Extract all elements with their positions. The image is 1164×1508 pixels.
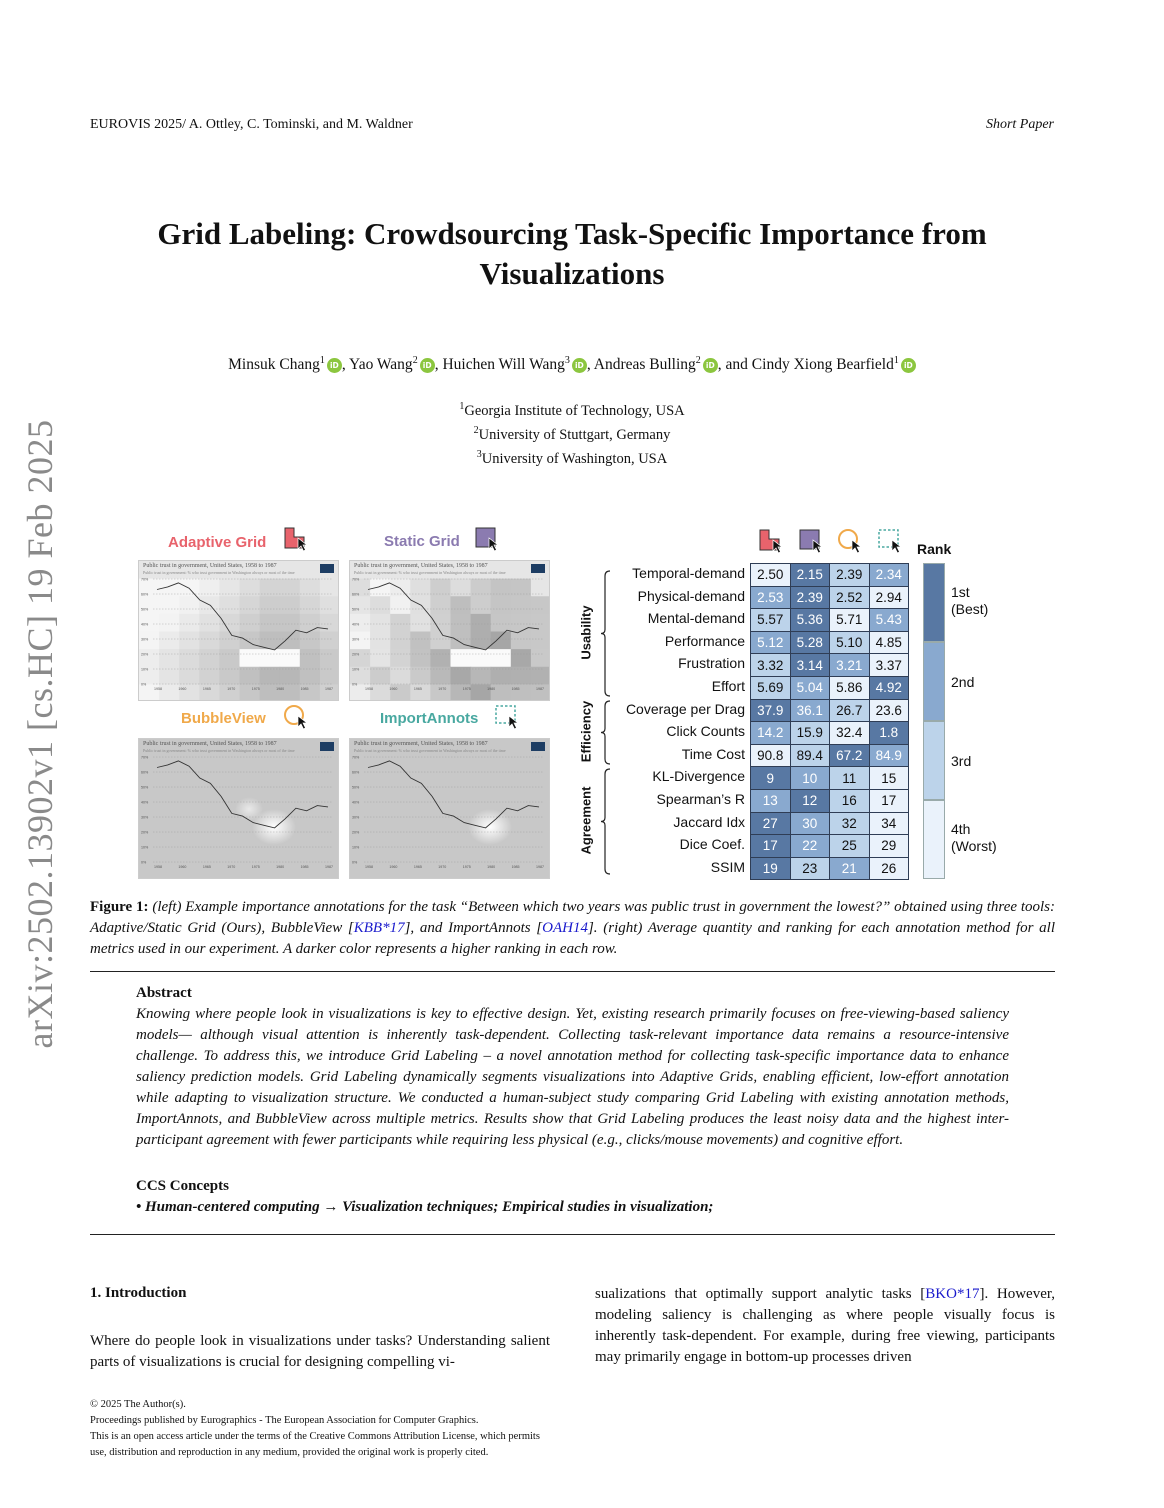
thumb-xtick: 1965	[202, 865, 211, 869]
thumb-subtitle: Public trust in government: % who trust government in Washington always or most of the time	[354, 748, 506, 753]
ccs-text: • Human-centered computing → Visualization techniques; Empirical studies in visualization;	[136, 1199, 714, 1215]
rank-label-line: 3rd	[951, 753, 972, 769]
thumb-xtick: 1985	[300, 687, 309, 691]
thumb-ytick: 20%	[352, 652, 360, 657]
table-row	[751, 654, 909, 677]
thumb-xtick: 1965	[202, 687, 211, 691]
rank-label	[951, 584, 988, 618]
thumb-ytick: 10%	[352, 845, 360, 850]
thumb-ytick: 30%	[352, 637, 360, 642]
affiliation	[90, 397, 1054, 421]
thumb-ytick: 40%	[141, 622, 149, 627]
table-cell: 1.8	[869, 722, 909, 745]
metric-label: SSIM	[710, 858, 745, 875]
table-cell: 15.9	[790, 722, 830, 745]
group-brace-icon	[600, 700, 614, 765]
table-cell: 2.39	[830, 564, 870, 587]
table-row	[751, 767, 909, 790]
author-name: Minsuk Chang	[228, 356, 320, 374]
thumb-ytick: 40%	[352, 800, 360, 805]
thumb-ytick: 20%	[141, 652, 149, 657]
metric-label: Click Counts	[666, 723, 745, 740]
thumb-xtick: 1965	[413, 865, 422, 869]
footer-line: This is an open access article under the terms of the Creative Commons Attribution License, which permits use, distribution and reproduction in any medium, provided the original work is properly cited.	[90, 1431, 540, 1458]
orcid-icon[interactable]: iD	[901, 358, 916, 373]
thumb-xtick: 1970	[227, 865, 236, 869]
table-cell: 89.4	[790, 744, 830, 767]
thumb-ytick: 50%	[141, 607, 149, 612]
table-cell: 5.28	[790, 631, 830, 654]
static-grid-tool-icon	[798, 528, 828, 558]
affiliation-sup: 3	[476, 448, 482, 460]
table-cell: 2.34	[869, 564, 909, 587]
intro-column-2	[595, 1284, 1055, 1368]
thumb-ytick: 50%	[352, 785, 360, 790]
table-row	[751, 835, 909, 858]
rule-top	[90, 971, 1055, 972]
thumb-title: Public trust in government, United States, 1958 to 1987	[354, 741, 488, 747]
static-grid-tool-icon	[474, 526, 504, 556]
thumb-xtick: 1960	[389, 687, 398, 691]
group-label: Usability	[578, 604, 594, 660]
metric-label: KL-Divergence	[652, 768, 745, 785]
thumb-xtick: 1970	[438, 865, 447, 869]
table-row	[751, 631, 909, 654]
affiliation-text: University of Washington, USA	[481, 450, 668, 467]
rank-swatch	[923, 721, 945, 800]
table-cell: 11	[830, 767, 870, 790]
thumb-xtick: 1980	[276, 687, 285, 691]
citation-link-kbb17[interactable]: KBB*17	[353, 920, 405, 936]
table-cell: 67.2	[830, 744, 870, 767]
rank-swatch	[923, 642, 945, 721]
table-cell: 29	[869, 835, 909, 858]
rule-bottom	[90, 1234, 1055, 1235]
metric-label: Frustration	[678, 655, 745, 672]
table-cell: 12	[790, 789, 830, 812]
table-cell: 27	[751, 812, 791, 835]
table-cell: 5.12	[751, 631, 791, 654]
author-affil-sup: 2	[412, 355, 418, 366]
author-separator: ,	[434, 356, 443, 374]
thumbnail-chart	[139, 561, 339, 701]
table-cell: 14.2	[751, 722, 791, 745]
table-cell: 25	[830, 835, 870, 858]
importannots-tool-icon	[877, 528, 907, 558]
group-label: Agreement	[578, 786, 594, 854]
thumb-xtick: 1987	[325, 865, 333, 869]
thumb-ytick: 60%	[141, 770, 149, 775]
thumb-xtick: 1975	[462, 865, 471, 869]
thumb-ytick: 40%	[141, 800, 149, 805]
rank-header: Rank	[917, 541, 952, 557]
thumb-ytick: 30%	[141, 815, 149, 820]
table-cell: 9	[751, 767, 791, 790]
thumb-xtick: 1958	[365, 687, 373, 691]
thumb-xtick: 1970	[438, 687, 447, 691]
table-cell: 5.69	[751, 676, 791, 699]
thumb-xtick: 1985	[511, 865, 520, 869]
ccs-heading: CCS Concepts	[136, 1178, 229, 1194]
citation-link-bko17[interactable]: BKO*17	[925, 1286, 980, 1302]
author-name: Yao Wang	[349, 356, 413, 374]
thumb-ytick: 10%	[352, 667, 360, 672]
col2-text-b: ]. However, modeling saliency is challenging as where people visually focus is inherently task-dependent. For example, during free viewing, participants may primarily engage in bottom-up processes driven	[595, 1286, 1055, 1365]
table-cell: 5.43	[869, 609, 909, 632]
title-line-2: Visualizations	[479, 256, 665, 291]
table-cell: 5.04	[790, 676, 830, 699]
author-name: Cindy Xiong Bearfield	[751, 356, 894, 374]
table-cell: 26.7	[830, 699, 870, 722]
thumb-subtitle: Public trust in government: % who trust government in Washington always or most of the time	[143, 748, 295, 753]
table-cell: 3.14	[790, 654, 830, 677]
thumb-ytick: 30%	[352, 815, 360, 820]
table-cell: 4.92	[869, 676, 909, 699]
table-cell: 15	[869, 767, 909, 790]
group-brace-icon	[600, 570, 614, 697]
table-cell: 2.15	[790, 564, 830, 587]
citation-link-oah14[interactable]: OAH14	[542, 920, 588, 936]
caption-text-1: (left) Example importance annotations for the task “Between which two years was public trust in government the lowest?” obtained using three tools: Adaptive/Static Grid (Ours), BubbleView [	[90, 899, 1055, 936]
paper-title	[100, 214, 1044, 294]
table-cell: 13	[751, 789, 791, 812]
thumb-xtick: 1970	[227, 687, 236, 691]
thumb-ytick: 70%	[141, 577, 149, 582]
thumb-subtitle: Public trust in government: % who trust government in Washington always or most of the time	[354, 570, 506, 575]
table-cell: 36.1	[790, 699, 830, 722]
thumb-title: Public trust in government, United States, 1958 to 1987	[143, 563, 277, 569]
table-row	[751, 609, 909, 632]
thumbnail-chart	[139, 739, 339, 879]
thumb-title: Public trust in government, United States, 1958 to 1987	[143, 741, 277, 747]
table-row	[751, 699, 909, 722]
rank-label-line: (Best)	[951, 601, 989, 617]
section-heading-introduction: 1. Introduction	[90, 1285, 187, 1301]
table-cell: 2.50	[751, 564, 791, 587]
author-name: Huichen Will Wang	[442, 356, 565, 374]
adaptive-grid-tool-icon	[283, 526, 313, 556]
thumb-ytick: 0%	[352, 860, 358, 865]
importannots-tool-icon	[494, 704, 524, 734]
caption-text-3: ]. (right) Average quantity and ranking for each annotation method for all metrics used in our experiment. A darker color represents a higher ranking in each row.	[90, 920, 1055, 957]
annotation-thumbnail-adaptive-grid	[138, 560, 339, 701]
table-cell: 84.9	[869, 744, 909, 767]
affiliation-sup: 1	[459, 401, 465, 412]
thumb-xtick: 1980	[276, 865, 285, 869]
thumb-ytick: 60%	[352, 592, 360, 597]
table-cell: 17	[751, 835, 791, 858]
metric-label: Spearman’s R	[656, 791, 745, 807]
panel-label-static-grid: Static Grid	[384, 533, 460, 550]
col2-text-a: sualizations that optimally support analytic tasks [	[595, 1286, 926, 1302]
footer-line: © 2025 The Author(s).	[90, 1399, 186, 1410]
annotation-thumbnail-static-grid	[349, 560, 550, 701]
rank-label	[951, 674, 974, 691]
metric-label: Temporal-demand	[632, 565, 745, 581]
affiliation	[90, 421, 1054, 445]
thumb-ytick: 70%	[141, 755, 149, 760]
title-line-1: Grid Labeling: Crowdsourcing Task-Specific Importance from	[157, 216, 987, 251]
thumbnail-chart	[350, 561, 550, 701]
author-list	[90, 355, 1054, 374]
running-header-left: EUROVIS 2025/ A. Ottley, C. Tominski, and M. Waldner	[90, 117, 413, 132]
table-cell: 3.21	[830, 654, 870, 677]
table-cell: 16	[830, 789, 870, 812]
table-cell: 26	[869, 857, 909, 880]
author-name: Andreas Bulling	[593, 356, 696, 374]
table-cell: 3.32	[751, 654, 791, 677]
metric-label: Time Cost	[681, 745, 745, 762]
metric-label: Jaccard Idx	[673, 813, 745, 830]
rank-label-line: 4th	[951, 821, 971, 837]
table-cell: 90.8	[751, 744, 791, 767]
panel-label-bubbleview: BubbleView	[181, 710, 266, 727]
panel-label-adaptive-grid: Adaptive Grid	[168, 534, 267, 551]
abstract-body: Knowing where people look in visualizations is key to effective design. Yet, existing research primarily focuses on free-viewing-based saliency models— although visual attention is inherently task-dependent. Collecting task-relevant importance data remains a resource-intensive challenge. To address this, we introduce Grid Labeling – a novel annotation method for collecting task-specific importance data to enhance saliency prediction models. Grid Labeling dynamically segments visualizations into Adaptive Grids, enabling efficient, low-effort annotation while adapting to visualization structure. We conducted a human-subject study comparing Grid Labeling with existing annotation methods, ImportAnnots, and BubbleView across multiple metrics. Results show that Grid Labeling produces the least noisy data and the highest inter-participant agreement with fewer participants while requiring less physical (e.g., clicks/mouse movements) and cognitive effort.	[136, 1006, 1009, 1148]
author-affil-sup: 1	[319, 355, 325, 366]
thumb-ytick: 10%	[141, 845, 149, 850]
table-cell: 34	[869, 812, 909, 835]
thumb-xtick: 1980	[487, 687, 496, 691]
thumb-xtick: 1987	[536, 687, 544, 691]
table-cell: 23.6	[869, 699, 909, 722]
table-row	[751, 722, 909, 745]
metric-label: Effort	[711, 678, 745, 694]
owid-logo	[531, 742, 545, 751]
metric-label: Dice Coef.	[679, 836, 745, 853]
thumb-xtick: 1987	[536, 865, 544, 869]
running-header-right: Short Paper	[985, 117, 1054, 132]
metric-label: Mental-demand	[647, 610, 745, 627]
caption-text-2: ], and ImportAnnots [	[404, 920, 543, 936]
table-cell: 2.52	[830, 586, 870, 609]
table-cell: 30	[790, 812, 830, 835]
bubbleview-tool-icon	[283, 704, 313, 734]
rank-swatch	[923, 800, 945, 879]
thumb-title: Public trust in government, United States, 1958 to 1987	[354, 563, 488, 569]
affiliation-sup: 2	[473, 424, 479, 436]
thumb-xtick: 1975	[251, 865, 260, 869]
orcid-icon[interactable]: iD	[420, 358, 435, 373]
thumb-ytick: 0%	[141, 860, 147, 865]
caption-label: Figure 1:	[90, 899, 149, 915]
thumb-xtick: 1958	[365, 865, 373, 869]
thumb-xtick: 1958	[154, 865, 162, 869]
copyright-footer	[90, 1397, 550, 1461]
intro-paragraph: Where do people look in visualizations under tasks? Understanding salient parts of visualizations is crucial for designing compelling vi-	[90, 1333, 550, 1370]
table-row	[751, 564, 909, 587]
orcid-icon[interactable]: iD	[572, 358, 587, 373]
rank-label-line: 2nd	[951, 674, 975, 690]
abstract-heading: Abstract	[136, 985, 192, 1001]
thumb-xtick: 1980	[487, 865, 496, 869]
thumb-xtick: 1975	[251, 687, 260, 691]
table-cell: 3.37	[869, 654, 909, 677]
metric-label: Physical-demand	[637, 587, 745, 604]
panel-label-importannots: ImportAnnots	[380, 710, 479, 727]
table-cell: 32.4	[830, 722, 870, 745]
thumb-ytick: 0%	[141, 682, 147, 687]
thumb-ytick: 10%	[141, 667, 149, 672]
table-cell: 5.86	[830, 676, 870, 699]
affiliation-text: Georgia Institute of Technology, USA	[464, 402, 685, 419]
table-row	[751, 744, 909, 767]
rank-label	[951, 821, 997, 855]
thumb-xtick: 1960	[178, 687, 187, 691]
table-row	[751, 586, 909, 609]
table-cell: 5.36	[790, 609, 830, 632]
rank-label	[951, 753, 971, 770]
adaptive-grid-tool-icon	[758, 528, 788, 558]
author-affil-sup: 3	[564, 355, 570, 366]
bubbleview-tool-icon	[837, 528, 867, 558]
abstract	[136, 983, 1009, 1151]
table-cell: 5.10	[830, 631, 870, 654]
thumb-ytick: 70%	[352, 755, 360, 760]
thumb-xtick: 1985	[511, 687, 520, 691]
thumb-ytick: 50%	[352, 607, 360, 612]
table-cell: 32	[830, 812, 870, 835]
table-cell: 23	[790, 857, 830, 880]
table-cell: 17	[869, 789, 909, 812]
footer-line: Proceedings published by Eurographics - The European Association for Computer Graphics.	[90, 1415, 479, 1426]
table-cell: 2.53	[751, 586, 791, 609]
thumb-xtick: 1965	[413, 687, 422, 691]
thumbnail-chart	[350, 739, 550, 879]
author-separator: ,	[341, 356, 350, 374]
table-row	[751, 676, 909, 699]
rank-label-line: (Worst)	[951, 838, 997, 854]
thumb-ytick: 50%	[141, 785, 149, 790]
table-row	[751, 789, 909, 812]
author-separator: ,	[586, 356, 594, 374]
thumb-xtick: 1958	[154, 687, 162, 691]
thumb-ytick: 0%	[352, 682, 358, 687]
thumb-xtick: 1987	[325, 687, 333, 691]
table-row	[751, 812, 909, 835]
group-brace-icon	[600, 768, 614, 875]
owid-logo	[320, 564, 334, 573]
table-cell: 2.94	[869, 586, 909, 609]
table-cell: 10	[790, 767, 830, 790]
author-affil-sup: 1	[893, 355, 899, 366]
thumb-xtick: 1960	[389, 865, 398, 869]
table-cell: 2.39	[790, 586, 830, 609]
thumb-ytick: 30%	[141, 637, 149, 642]
thumb-subtitle: Public trust in government: % who trust government in Washington always or most of the time	[143, 570, 295, 575]
table-cell: 37.9	[751, 699, 791, 722]
affiliation-text: University of Stuttgart, Germany	[478, 426, 671, 443]
metrics-table	[750, 563, 909, 880]
metric-label: Coverage per Drag	[625, 700, 745, 717]
table-cell: 22	[790, 835, 830, 858]
arxiv-stamp: arXiv:2502.13902v1 [cs.HC] 19 Feb 2025	[20, 419, 60, 1049]
thumb-xtick: 1985	[300, 865, 309, 869]
orcid-icon[interactable]: iD	[327, 358, 342, 373]
table-cell: 19	[751, 857, 791, 880]
figure-caption	[90, 897, 1055, 960]
annotation-thumbnail-importannots	[349, 738, 550, 879]
affiliation-list	[90, 397, 1054, 468]
annotation-thumbnail-bubbleview	[138, 738, 339, 879]
thumb-xtick: 1975	[462, 687, 471, 691]
author-affil-sup: 2	[695, 355, 701, 366]
metric-label: Performance	[664, 632, 745, 649]
rank-label-line: 1st	[951, 584, 970, 600]
thumb-ytick: 20%	[141, 830, 149, 835]
table-cell: 4.85	[869, 631, 909, 654]
affiliation	[90, 445, 1054, 469]
thumb-ytick: 60%	[352, 770, 360, 775]
thumb-xtick: 1960	[178, 865, 187, 869]
table-row	[751, 857, 909, 880]
rank-swatch	[923, 563, 945, 642]
group-label: Efficiency	[578, 700, 594, 762]
thumb-ytick: 20%	[352, 830, 360, 835]
owid-logo	[320, 742, 334, 751]
table-cell: 21	[830, 857, 870, 880]
orcid-icon[interactable]: iD	[703, 358, 718, 373]
table-cell: 5.71	[830, 609, 870, 632]
table-cell: 5.57	[751, 609, 791, 632]
thumb-ytick: 60%	[141, 592, 149, 597]
owid-logo	[531, 564, 545, 573]
author-separator: , and	[717, 356, 752, 374]
thumb-ytick: 40%	[352, 622, 360, 627]
thumb-ytick: 70%	[352, 577, 360, 582]
